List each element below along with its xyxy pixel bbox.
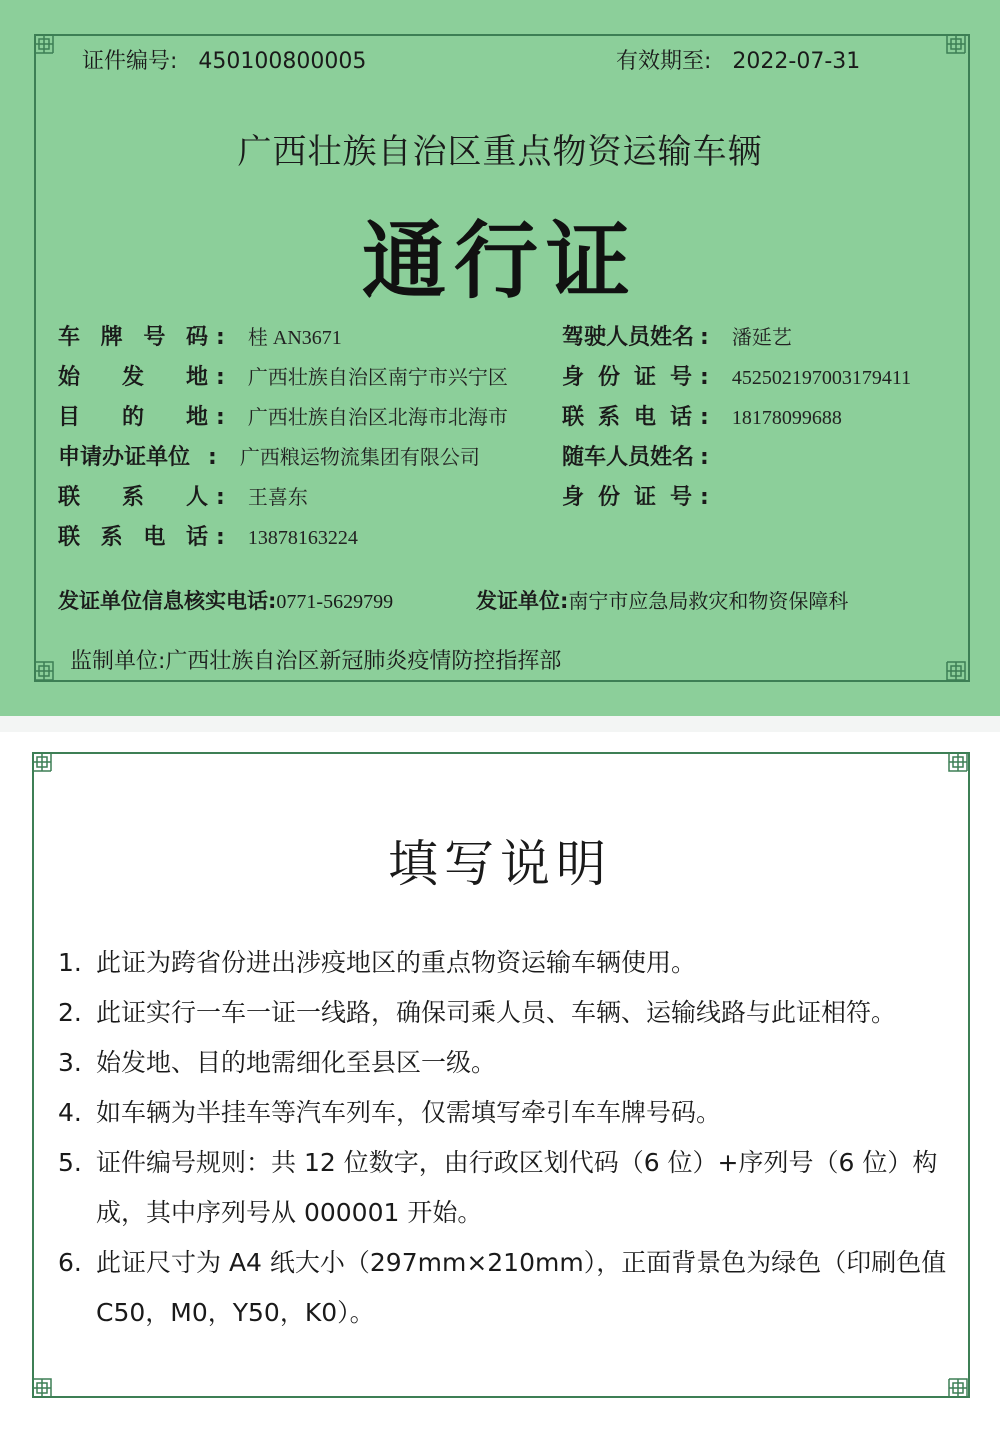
instruction-number: 5. [58,1148,82,1177]
supervisor-row [70,644,561,675]
verify-phone-label: 发证单位信息核实电话: [58,589,277,613]
field-value: 桂 AN3671 [247,327,342,349]
field-origin: 始发地 : 广西壮族自治区南宁市兴宁区 [58,360,508,391]
field-plate: 车牌号码 : 桂 AN3671 [58,320,342,351]
field-value: 广西粮运物流集团有限公司 [239,447,480,469]
field-value: 18178099688 [731,407,842,429]
page-gap [0,716,1000,732]
instruction-item [58,988,958,1038]
corner-ornament-icon [945,33,967,55]
verify-phone-row [58,585,393,615]
issuer-row [476,585,848,615]
field-label: 身份证号 [562,365,692,390]
instructions-list [58,938,958,1338]
instruction-item [58,1138,958,1188]
field-passenger-name: 随车人员姓名 : [562,440,727,471]
field-applicant: 申请办证单位 : 广西粮运物流集团有限公司 [58,440,480,471]
field-contact-phone: 联系电话 : 13878163224 [58,520,358,551]
instruction-text: 此证实行一车一证一线路，确保司乘人员、车辆、运输线路与此证相符。 [96,998,897,1027]
instruction-number: 6. [58,1248,82,1277]
field-value: 广西壮族自治区北海市北海市 [247,407,508,429]
instruction-text: 此证为跨省份进出涉疫地区的重点物资运输车辆使用。 [96,948,697,977]
field-contact: 联系人 : 王喜东 [58,480,308,511]
cert-number-label: 证件编号: [82,49,178,74]
org-title: 广西壮族自治区重点物资运输车辆 [237,132,763,172]
instructions-title: 填写说明 [388,836,612,892]
field-passenger-id: 身份证号 : [562,480,727,511]
field-label: 联系电话 [58,525,208,550]
field-driver-id: 身份证号 : 452502197003179411 [562,360,911,391]
instruction-number: 3. [58,1048,82,1077]
field-driver-name: 驾驶人员姓名 : 潘延艺 [562,320,792,351]
field-label: 身份证号 [562,485,692,510]
instruction-number: 2. [58,998,82,1027]
field-driver-phone: 联系电话 : 18178099688 [562,400,842,431]
supervisor: 广西壮族自治区新冠肺炎疫情防控指挥部 [165,649,562,674]
field-label: 联系电话 [562,405,692,430]
supervisor-label: 监制单位: [70,649,166,674]
instruction-item [58,1038,958,1088]
field-value: 王喜东 [247,487,308,509]
cert-number: 450100800005 [198,49,367,74]
corner-ornament-icon [31,751,53,773]
corner-ornament-icon [33,33,55,55]
field-label: 驾驶人员姓名 [562,325,695,350]
corner-ornament-icon [947,1377,969,1399]
corner-ornament-icon [945,660,967,682]
field-label: 车牌号码 [58,325,208,350]
corner-ornament-icon [947,751,969,773]
cert-number-row [82,44,366,75]
field-value: 13878163224 [247,527,358,549]
instruction-text: 此证尺寸为 A4 纸大小（297mm×210mm），正面背景色为绿色（印刷色值 [96,1248,947,1277]
corner-ornament-icon [31,1377,53,1399]
main-title: 通行证 [361,212,638,310]
verify-phone: 0771-5629799 [276,591,394,613]
instruction-item [58,938,958,988]
field-label: 申请办证单位 [58,445,191,470]
issuer-label: 发证单位: [476,589,569,613]
corner-ornament-icon [33,660,55,682]
field-label: 始发地 [58,365,208,390]
valid-until: 2022-07-31 [732,49,861,74]
field-value: 452502197003179411 [731,367,912,389]
field-value: 潘延艺 [731,327,792,349]
field-label: 目的地 [58,405,208,430]
instruction-text: 如车辆为半挂车等汽车列车，仅需填写牵引车车牌号码。 [96,1098,722,1127]
field-label: 联系人 [58,485,208,510]
field-value: 广西壮族自治区南宁市兴宁区 [247,367,508,389]
instruction-text: 证件编号规则：共 12 位数字，由行政区划代码（6 位）+序列号（6 位）构 [96,1148,938,1177]
instruction-number: 1. [58,948,82,977]
instruction-number: 4. [58,1098,82,1127]
instruction-continuation: C50，M0，Y50，K0）。 [96,1298,375,1327]
instruction-continuation: 成，其中序列号从 000001 开始。 [96,1198,483,1227]
instruction-item [58,1238,958,1288]
valid-until-label: 有效期至: [616,49,712,74]
instruction-item [58,1088,958,1138]
valid-until-row [616,44,860,75]
field-destination: 目的地 : 广西壮族自治区北海市北海市 [58,400,508,431]
field-label: 随车人员姓名 [562,445,695,470]
instruction-text: 始发地、目的地需细化至县区一级。 [96,1048,497,1077]
issuer: 南宁市应急局救灾和物资保障科 [568,591,849,613]
